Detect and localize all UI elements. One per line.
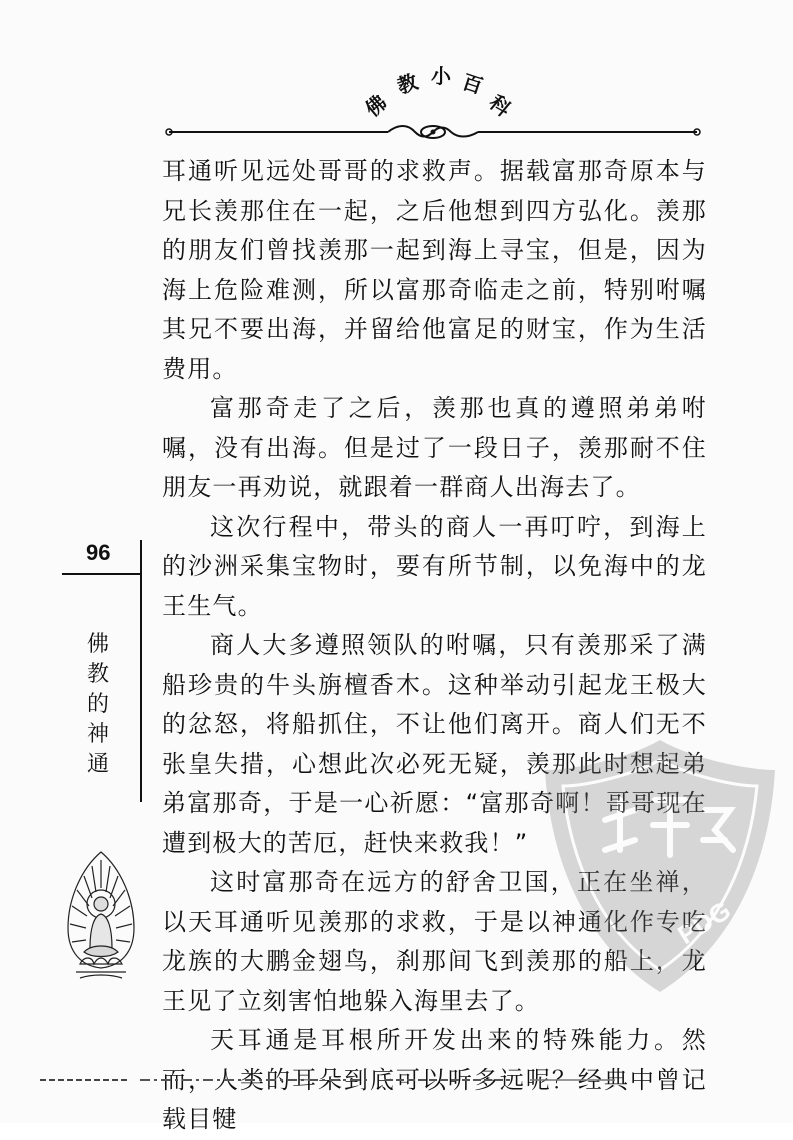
paragraph: 富那奇走了之后，羡那也真的遵照弟弟咐嘱，没有出海。但是过了一段日子，羡那耐不住朋友一再劝说，就跟着一群商人出海去了。 [162, 394, 707, 501]
paragraph: 天耳通是耳根所开发出来的特殊能力。然而，人类的耳朵到底可以听多远呢？经典中曾记载目犍 [162, 1026, 707, 1133]
buddha-vignette-icon [62, 848, 140, 988]
paragraph: 这次行程中，带头的商人一再叮咛，到海上的沙洲采集宝物时，要有所节制，以免海中的龙王生气。 [162, 512, 707, 620]
side-title-char: 神 [86, 722, 109, 747]
side-title-char: 通 [86, 752, 109, 777]
running-head-char: 百 [459, 69, 486, 99]
page-number: 96 [86, 540, 111, 565]
running-head-char: 教 [394, 69, 421, 99]
running-head [355, 60, 515, 120]
side-chapter-title [84, 630, 112, 780]
paragraph: 这时富那奇在远方的舒舍卫国，正在坐禅，以天耳通听见羡那的求救，于是以神通化作专吃龙族的大鹏金翅鸟，刹那间飞到羡那的船上，龙王见了立刻害怕地躲入海里去了。 [162, 868, 707, 1015]
watermark-text: PDG [672, 894, 736, 951]
library-watermark-seal [535, 730, 785, 1000]
side-vertical-rule [140, 540, 142, 802]
side-title-char: 教 [86, 662, 109, 687]
running-head-char: 小 [431, 64, 451, 88]
ornamental-head-rule [163, 124, 703, 140]
paragraph: 商人大多遵照领队的咐嘱，只有羡那采了满船珍贵的牛头旃檀香木。这种举动引起龙王极大的忿怒，将船抓住，不让他们离开。商人们无不张皇失措，心想此次必死无疑，羡那此时想起弟弟富那奇，于是一心祈愿：“富那奇啊！哥哥现在遭到极大的苦厄，赶快来救我！” [162, 631, 707, 857]
bottom-scan-line [40, 1076, 620, 1084]
side-title-char: 的 [86, 692, 109, 717]
page-number-rule [62, 573, 140, 575]
running-head-char: 佛 [360, 90, 392, 122]
side-title-char: 佛 [86, 632, 109, 657]
running-head-char: 科 [484, 90, 516, 122]
paragraph: 耳通听见远处哥哥的求救声。据载富那奇原本与兄长羡那住在一起，之后他想到四方弘化。羡那的朋友们曾找羡那一起到海上寻宝，但是，因为海上危险难测，所以富那奇临走之前，特别咐嘱其兄不要出海，并留给他富足的财宝，作为生活费用。 [162, 157, 707, 383]
